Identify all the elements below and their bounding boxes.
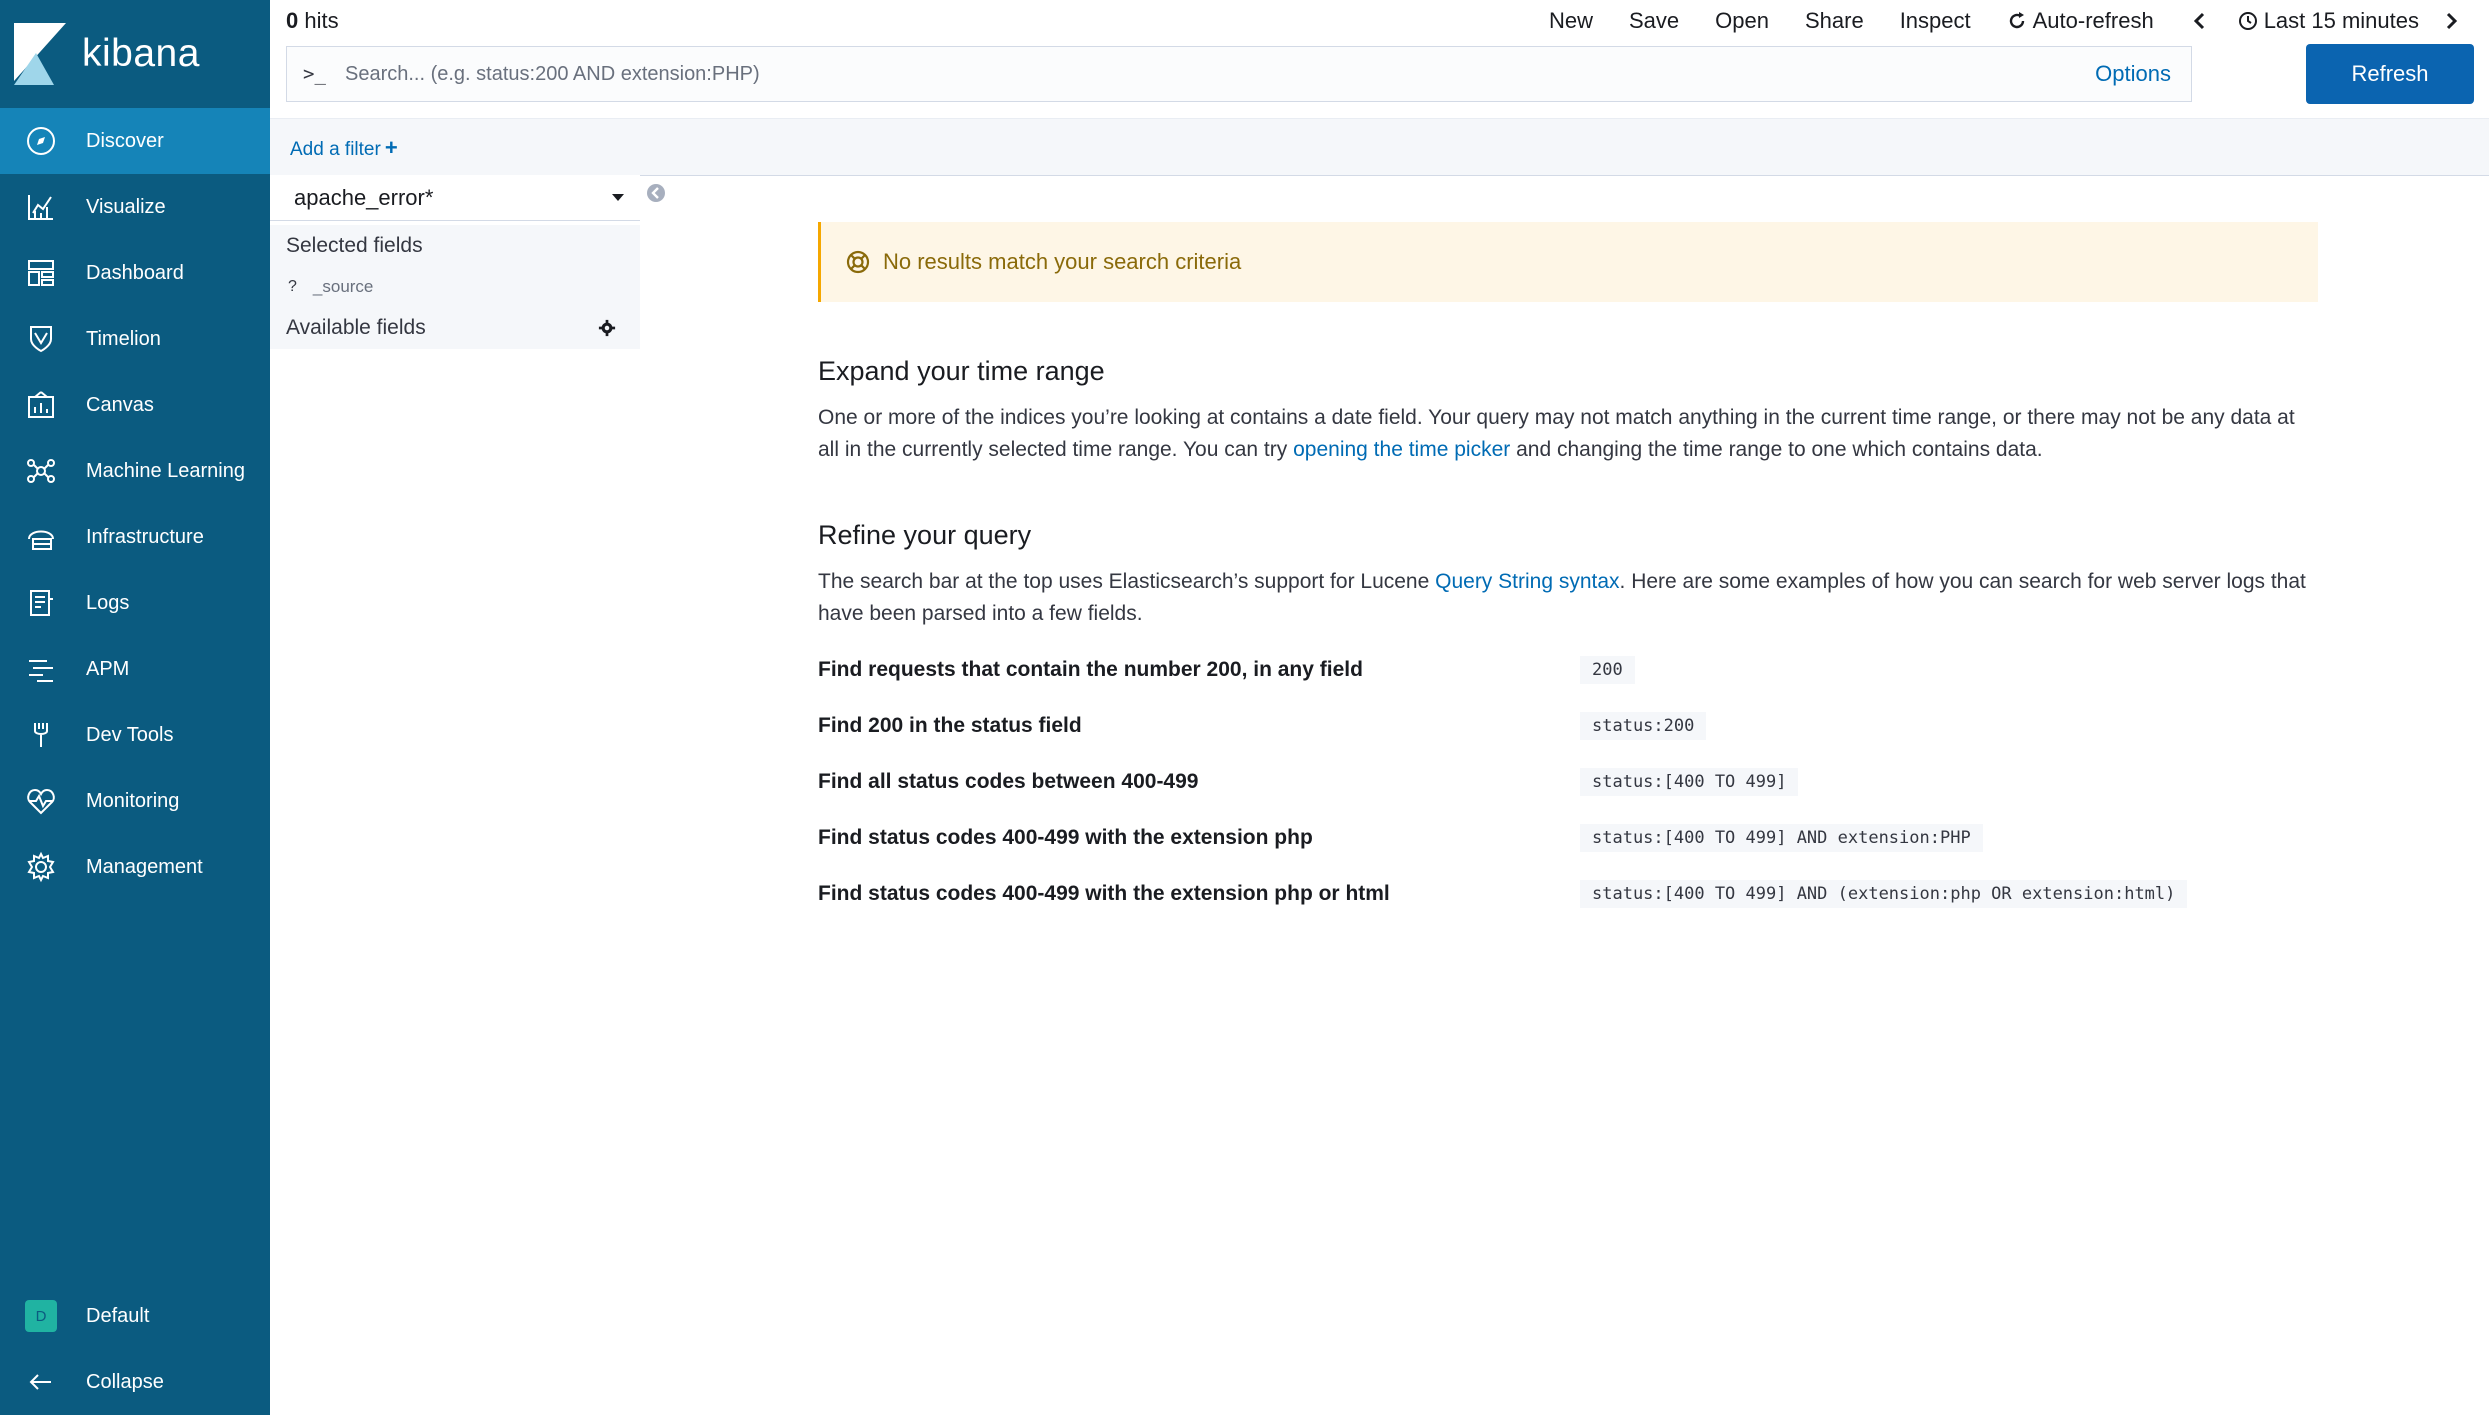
chevron-left-icon: [2190, 11, 2210, 31]
sidebar-item-label: Discover: [86, 129, 164, 152]
sidebar-item-label: Infrastructure: [86, 525, 204, 548]
add-filter-button[interactable]: [290, 135, 398, 161]
sidebar-item-label: Machine Learning: [86, 459, 245, 482]
refresh-icon: [2007, 11, 2027, 31]
sidebar-item-label: Monitoring: [86, 789, 180, 812]
sidebar-item-discover[interactable]: [0, 108, 270, 174]
open-button[interactable]: Open: [1715, 8, 1769, 33]
sidebar-item-label: APM: [86, 657, 130, 680]
sidebar-item-canvas[interactable]: [0, 372, 270, 438]
machine-learning-icon: [24, 454, 58, 488]
example-code: 200: [1580, 656, 1635, 684]
arrow-left-icon: [24, 1365, 58, 1399]
collapse-button[interactable]: [0, 1349, 270, 1415]
example-code: status:[400 TO 499] AND (extension:php OR extension:html): [1580, 880, 2187, 908]
text-segment: The search bar at the top uses Elasticsearch’s support for Lucene: [818, 570, 1436, 593]
sidebar-item-label: Dev Tools: [86, 723, 174, 746]
caret-down-icon: [612, 194, 624, 201]
available-fields-title: [270, 307, 640, 349]
kibana-logo-icon: [14, 23, 66, 85]
callout-text: No results match your search criteria: [883, 249, 1242, 274]
logo-text: kibana: [82, 32, 200, 75]
compass-icon: [24, 124, 58, 158]
selected-fields-label: Selected fields: [286, 234, 423, 257]
hits-count: [286, 8, 339, 34]
time-range-label: Last 15 minutes: [2263, 8, 2419, 33]
add-filter-label: Add a filter: [290, 139, 381, 160]
auto-refresh-button[interactable]: [2007, 8, 2154, 34]
expand-time-range-text: [818, 402, 2318, 466]
space-avatar: [24, 1299, 58, 1333]
refine-query-text: [818, 566, 2318, 630]
clock-icon: [2238, 11, 2258, 31]
example-description: Find all status codes between 400-499: [818, 770, 1199, 793]
example-code: status:[400 TO 499] AND extension:PHP: [1580, 824, 1983, 852]
sidebar-item-label: Canvas: [86, 393, 154, 416]
hits-number: 0: [286, 8, 299, 33]
sidebar-item-machine-learning[interactable]: [0, 438, 270, 504]
sidebar-item-label: Timelion: [86, 327, 161, 350]
query-examples-list: [818, 652, 2318, 932]
help-lifebuoy-icon: [845, 249, 871, 275]
plus-icon: +: [384, 135, 398, 160]
dashboard-icon: [24, 256, 58, 290]
time-step-back-button[interactable]: [2190, 11, 2216, 31]
infrastructure-icon: [24, 520, 58, 554]
sidebar-item-management[interactable]: [0, 834, 270, 900]
space-label: Default: [86, 1304, 150, 1327]
sidebar-item-logs[interactable]: [0, 570, 270, 636]
auto-refresh-label: Auto-refresh: [2032, 8, 2154, 33]
query-options-link[interactable]: Options: [2095, 61, 2171, 86]
canvas-icon: [24, 388, 58, 422]
refresh-button[interactable]: Refresh: [2306, 44, 2474, 104]
sidebar-item-label: Management: [86, 855, 203, 878]
query-bar: [286, 46, 2192, 102]
time-picker-button[interactable]: [2238, 8, 2419, 34]
example-code: status:200: [1580, 712, 1706, 740]
query-example: [818, 708, 2318, 764]
chevron-right-icon: [2441, 11, 2461, 31]
field-type-unknown-icon: ?: [288, 278, 297, 295]
index-pattern-name: apache_error*: [294, 184, 434, 210]
text-segment: . Here are some examples of how you can search for web server logs that have been parsed into a few fields.: [818, 570, 2306, 625]
field-item-source[interactable]: [270, 267, 640, 307]
chart-icon: [24, 190, 58, 224]
text-segment: and changing the time range to one which contains data.: [1510, 438, 2043, 461]
inspect-button[interactable]: Inspect: [1899, 8, 1971, 33]
sidebar-item-apm[interactable]: [0, 636, 270, 702]
index-pattern-select[interactable]: [270, 175, 640, 221]
hits-label: hits: [304, 8, 339, 33]
refine-query-heading: Refine your query: [818, 520, 1032, 550]
save-button[interactable]: Save: [1628, 8, 1680, 33]
share-button[interactable]: Share: [1804, 8, 1864, 33]
available-fields-label: Available fields: [286, 316, 426, 339]
selected-fields-title: [270, 225, 640, 267]
example-description: Find status codes 400-499 with the extension php or html: [818, 882, 1390, 905]
query-example: [818, 820, 2318, 876]
time-step-forward-button[interactable]: [2441, 11, 2467, 31]
field-name: _source: [312, 277, 374, 296]
field-sidebar: [270, 175, 640, 349]
sidebar-item-label: Dashboard: [86, 261, 184, 284]
heartbeat-icon: [24, 784, 58, 818]
new-button[interactable]: New: [1548, 8, 1593, 33]
sidebar-item-dashboard[interactable]: [0, 240, 270, 306]
filter-bar: [270, 118, 2489, 176]
collapse-sidebar-arrow-icon[interactable]: [646, 183, 666, 203]
kibana-logo[interactable]: [0, 0, 270, 108]
sidebar-item-visualize[interactable]: [0, 174, 270, 240]
query-example: [818, 652, 2318, 708]
sidebar-item-infrastructure[interactable]: [0, 504, 270, 570]
example-description: Find 200 in the status field: [818, 714, 1082, 737]
sidebar-item-label: Visualize: [86, 195, 166, 218]
search-input[interactable]: [343, 53, 2095, 95]
top-nav-menu: [1513, 8, 2467, 34]
sidebar-item-timelion[interactable]: [0, 306, 270, 372]
field-settings-gear-icon[interactable]: [598, 319, 616, 337]
query-example: [818, 876, 2318, 932]
query-example: [818, 764, 2318, 820]
expand-time-range-heading: Expand your time range: [818, 356, 1105, 386]
sidebar: [0, 0, 270, 1415]
open-time-picker-link[interactable]: opening the time picker: [1293, 438, 1511, 461]
apm-icon: [24, 652, 58, 686]
example-code: status:[400 TO 499]: [1580, 768, 1798, 796]
space-avatar-letter: D: [25, 1300, 57, 1332]
no-results-content: [818, 222, 2318, 905]
sidebar-item-monitoring[interactable]: [0, 768, 270, 834]
no-results-callout: [818, 222, 2318, 302]
sidebar-bottom: [0, 1283, 270, 1415]
gear-icon: [24, 850, 58, 884]
sidebar-item-label: Logs: [86, 591, 130, 614]
wrench-icon: [24, 718, 58, 752]
example-description: Find requests that contain the number 200, in any field: [818, 658, 1363, 681]
query-string-syntax-link[interactable]: Query String syntax: [1435, 570, 1620, 593]
timelion-shield-icon: [24, 322, 58, 356]
query-prompt-icon: >_: [303, 63, 326, 85]
space-selector[interactable]: [0, 1283, 270, 1349]
logs-icon: [24, 586, 58, 620]
sidebar-item-dev-tools[interactable]: [0, 702, 270, 768]
example-description: Find status codes 400-499 with the extension php: [818, 826, 1313, 849]
text-segment: One or more of the indices you’re looking at contains a date field. Your query may not match anything in the current time range, or there may not be any data at all in the currently selected time range. You can try: [818, 406, 2295, 461]
collapse-label: Collapse: [86, 1370, 164, 1393]
